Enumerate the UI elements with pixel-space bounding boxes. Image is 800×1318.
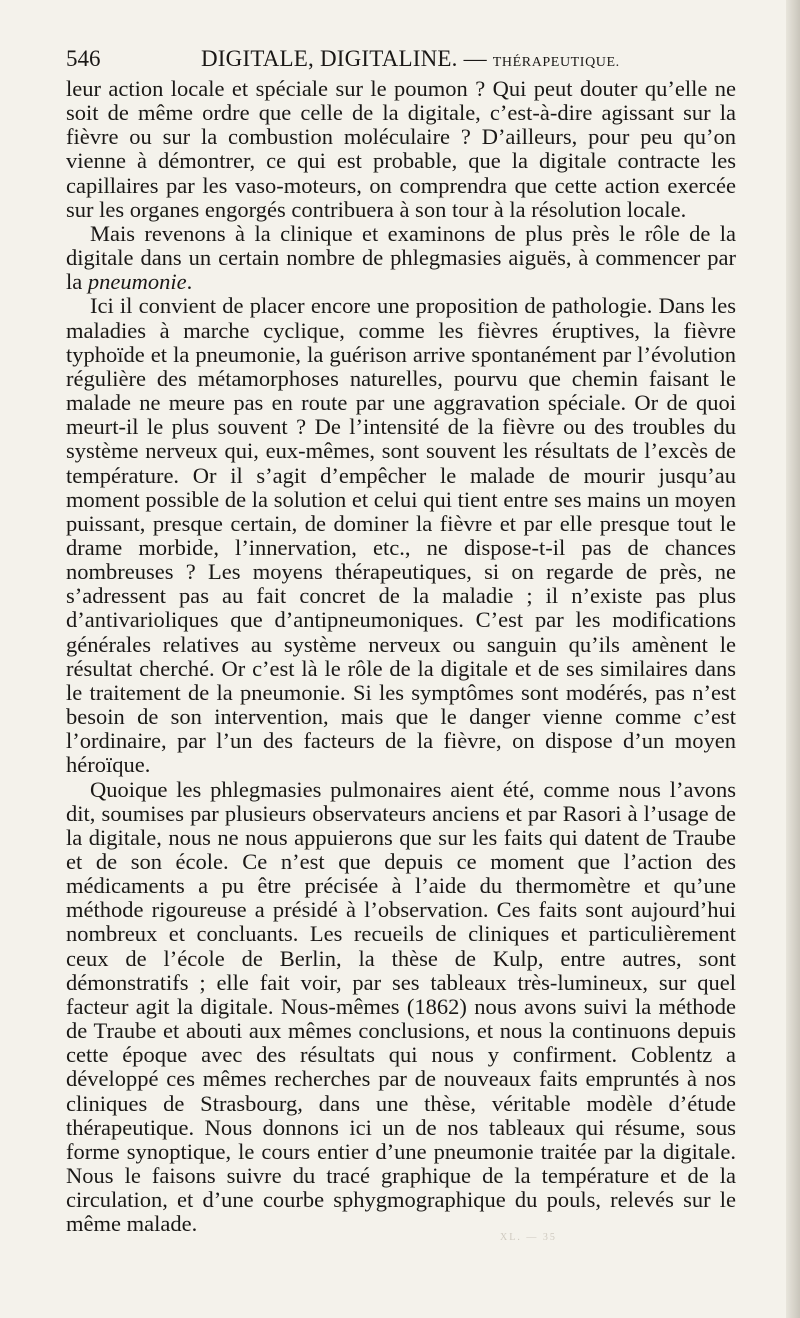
body-text (66, 77, 736, 1237)
header-title: DIGITALE, DIGITALINE. (201, 46, 458, 71)
running-title (201, 44, 620, 78)
page-edge-shadow (786, 0, 800, 1318)
header-dash: — (463, 46, 487, 71)
paragraph-p4 (66, 778, 736, 1237)
italic-term: pneumonie (87, 269, 187, 295)
text-run: . (186, 269, 193, 295)
running-header (66, 44, 736, 74)
paragraph-p3 (66, 294, 736, 777)
text-run: Quoique les phlegmasies pulmonaires aient été, comme nous l’avons dit, soumises par plusieurs observateurs anciens et par Rasori à l’usage de la digitale, nous ne nous appuierons que sur les faits qui datent de Traube et de son école. Ce n’est que depuis ce moment que l’action des médicaments a pu être précisée à l’aide du thermomètre et qu’une méthode rigoureuse a présidé à l’observation. Ces faits sont aujourd’hui nombreux et concluants. Les recueils de cliniques et particulièrement ceux de l’école de Berlin, la thèse de Kulp, entre autres, sont démonstratifs ; elle fait voir, par ses tableaux très-lumineux, sur quel facteur agit la digitale. Nous-mêmes (1862) nous avons suivi la méthode de Traube et abouti aux mêmes conclusions, et nous la continuons depuis cette époque avec des résultats qui nous y confirment. Coblentz a développé ces mêmes recherches par de nouveaux faits empruntés à nos cliniques de Strasbourg, dans une thèse, véritable modèle d’étude thérapeutique. Nous donnons ici un de nos tableaux qui résume, sous forme synoptique, le cours entier d’une pneumonie traitée par la digitale. Nous le faisons suivre du tracé graphique de la température et de la circulation, et d’une courbe sphygmographique du pouls, relevés sur le même malade. (66, 776, 736, 1237)
bleed-through-text: XL. — 35 (500, 1232, 557, 1243)
text-run: Mais revenons à la clinique et examinons de plus près le rôle de la digitale dans un certain nombre de phlegmasies aiguës, à commencer par la (66, 220, 736, 295)
text-run: Ici il convient de placer encore une proposition de pathologie. Dans les maladies à marche cyclique, comme les fièvres éruptives, la fièvre typhoïde et la pneumonie, la guérison arrive spontanément par l’évolution régulière des métamorphoses naturelles, pourvu que chemin faisant le malade ne meure pas en route par une aggravation spéciale. Or de quoi meurt-il le plus souvent ? De l’intensité de la fièvre ou des troubles du système nerveux qui, eux-mêmes, sont souvent les résultats de l’excès de température. Or il s’agit d’empêcher le malade de mourir jusqu’au moment possible de la solution et celui qui tient entre ses mains un moyen puissant, presque certain, de dominer la fièvre et par elle presque tout le drame morbide, l’innervation, etc., ne dispose-t-il pas de chances nombreuses ? Les moyens thérapeutiques, si on regarde de près, ne s’adressent pas au fait concret de la maladie ; il n’existe pas plus d’antivarioliques que d’antipneumoniques. C’est par les modifications générales relatives au système nerveux ou sanguin qu’ils amènent le résultat cherché. Or c’est là le rôle de la digitale et de ses similaires dans le traitement de la pneumonie. Si les symptômes sont modérés, pas n’est besoin de son intervention, mais que le danger vienne comme c’est l’ordinaire, par l’un des facteurs de la fièvre, on dispose d’un moyen héroïque. (66, 293, 736, 778)
paragraph-p1 (66, 77, 736, 222)
text-run: leur action locale et spéciale sur le poumon ? Qui peut douter qu’elle ne soit de même ordre que celle de la digitale, c’est-à-dire agissant sur la fièvre ou sur la combustion moléculaire ? D’ailleurs, pour peu qu’on vienne à démontrer, ce qui est probable, que la digitale contracte les capillaires par les vaso-moteurs, on comprendra que cette action exercée sur les organes engorgés contribuera à son tour à la résolution locale. (66, 76, 736, 222)
page-number: 546 (66, 46, 101, 71)
paragraph-p2 (66, 222, 736, 294)
header-section: THÉRAPEUTIQUE. (492, 55, 620, 70)
